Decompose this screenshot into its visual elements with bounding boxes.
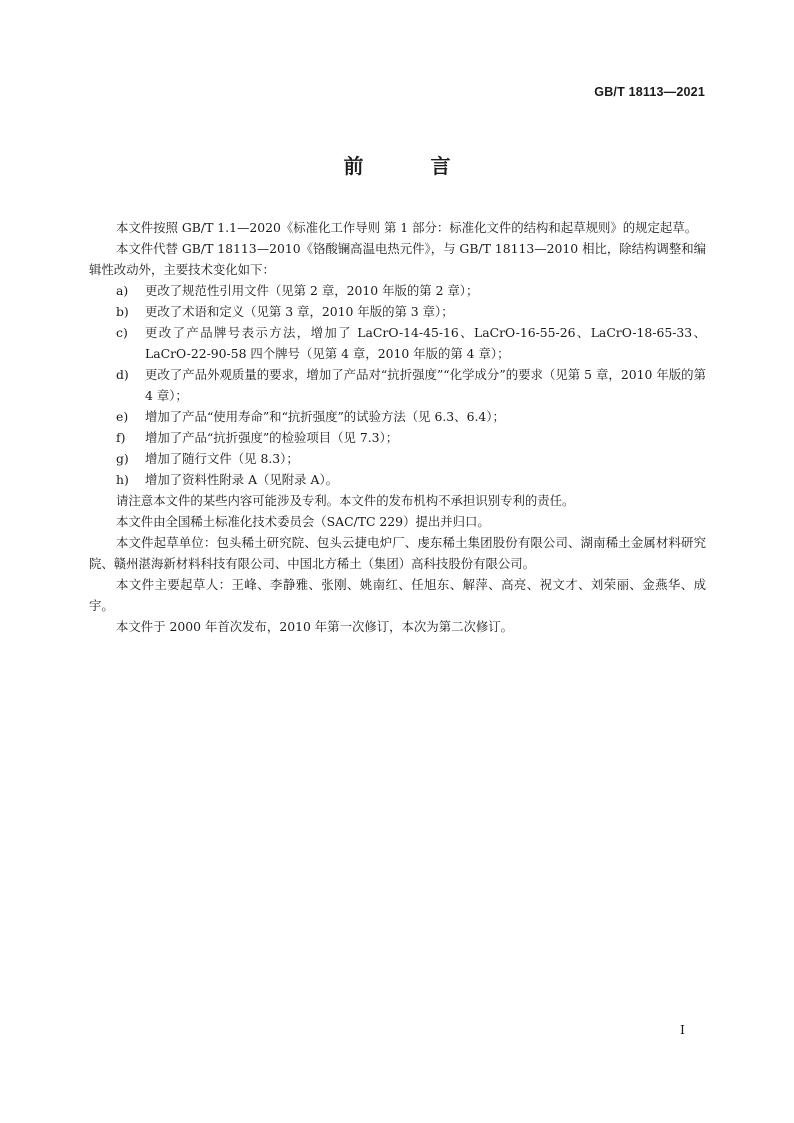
list-item-text: 更改了规范性引用文件（见第 2 章，2010 年版的第 2 章）；	[145, 283, 479, 298]
paragraph-patent-notice: 请注意本文件的某些内容可能涉及专利。本文件的发布机构不承担识别专利的责任。	[116, 493, 575, 508]
list-item	[89, 280, 706, 301]
list-item	[89, 427, 706, 448]
list-item-text: 增加了资料性附录 A（见附录 A）。	[145, 472, 339, 487]
list-item-text: 更改了术语和定义（见第 3 章，2010 年版的第 3 章）；	[145, 304, 454, 319]
list-item	[89, 301, 706, 322]
paragraph-drafters: 本文件主要起草人：王峰、李静雅、张刚、姚南红、任旭东、解萍、高亮、祝文才、刘荣丽、金燕华、成宇。	[89, 577, 706, 613]
list-item	[89, 364, 706, 406]
list-item-text: 增加了产品“抗折强度”的检验项目（见 7.3）；	[145, 430, 399, 445]
changes-list	[89, 280, 706, 490]
list-marker: b)	[116, 304, 129, 319]
list-item-text: 更改了产品外观质量的要求，增加了产品对“抗折强度”“化学成分”的要求（见第 5 章，2010 年版的第 4 章）；	[145, 367, 706, 403]
list-marker: g)	[116, 451, 129, 466]
page-title: 前 言	[343, 154, 481, 178]
list-item	[89, 322, 706, 364]
page-number: I	[680, 1022, 685, 1037]
list-marker: a)	[116, 283, 129, 298]
paragraph-drafting-units: 本文件起草单位：包头稀土研究院、包头云捷电炉厂、虔东稀土集团股份有限公司、湖南稀土金属材料研究院、赣州湛海新材料科技有限公司、中国北方稀土（集团）高科技股份有限公司。	[89, 535, 706, 571]
list-item	[89, 448, 706, 469]
standard-number: GB/T 18113—2021	[594, 85, 705, 99]
list-marker: e)	[116, 409, 129, 424]
list-item-text: 更改了产品牌号表示方法，增加了 LaCrO-14-45-16、LaCrO-16-55-26、LaCrO-18-65-33、LaCrO-22-90-58 四个牌号（见第 4 章，2010 年版的第 4 章）；	[145, 325, 706, 361]
list-item-text: 增加了随行文件（见 8.3）；	[145, 451, 299, 466]
paragraph-drafting-rules: 本文件按照 GB/T 1.1—2020《标准化工作导则 第 1 部分：标准化文件的结构和起草规则》的规定起草。	[116, 220, 698, 235]
list-marker: d)	[116, 367, 129, 382]
paragraph-proposer: 本文件由全国稀土标准化技术委员会（SAC/TC 229）提出并归口。	[116, 514, 490, 529]
paragraph-replacement: 本文件代替 GB/T 18113—2010《铬酸镧高温电热元件》，与 GB/T 18113—2010 相比，除结构调整和编辑性改动外，主要技术变化如下：	[89, 241, 706, 277]
list-item	[89, 469, 706, 490]
list-marker: f)	[116, 430, 126, 445]
list-marker: c)	[116, 325, 128, 340]
list-item	[89, 406, 706, 427]
list-marker: h)	[116, 472, 129, 487]
foreword-body	[89, 217, 706, 637]
list-item-text: 增加了产品“使用寿命”和“抗折强度”的试验方法（见 6.3、6.4）；	[145, 409, 505, 424]
paragraph-history: 本文件于 2000 年首次发布，2010 年第一次修订，本次为第二次修订。	[116, 619, 514, 634]
